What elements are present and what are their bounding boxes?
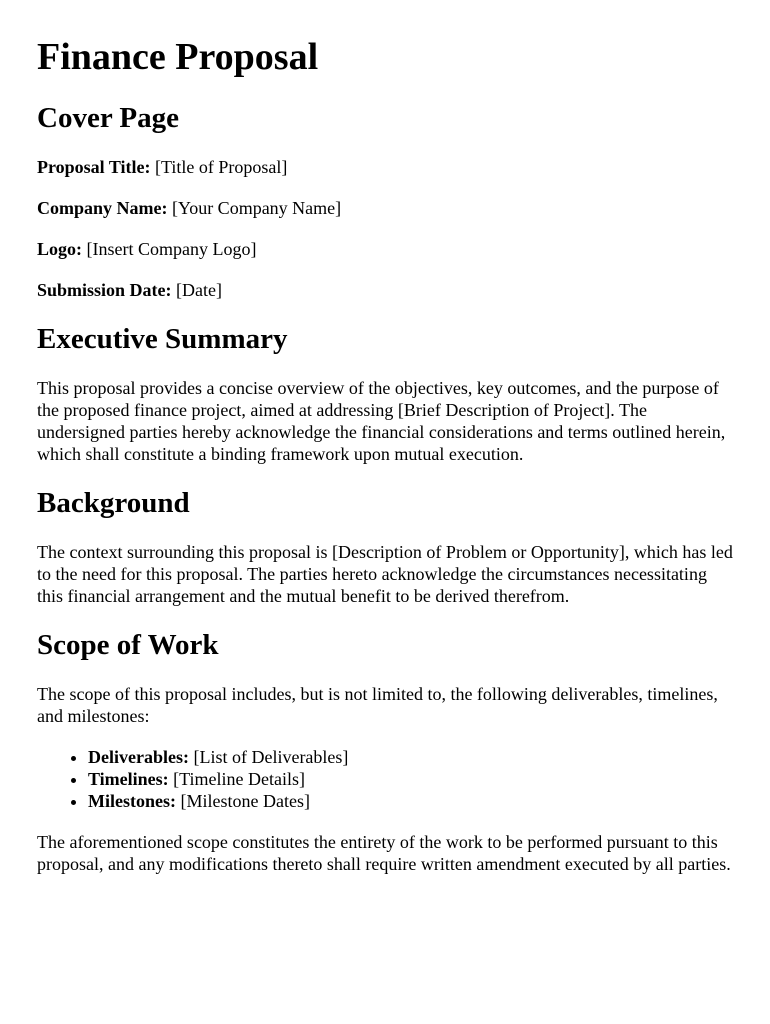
submission-date-label: Submission Date: [37,280,172,300]
scope-of-work-heading: Scope of Work [37,629,219,661]
milestones-value: [Milestone Dates] [180,791,310,811]
milestones-label: Milestones: [88,791,176,811]
background-heading: Background [37,487,190,519]
list-item [88,746,734,768]
submission-date-field [37,279,734,301]
company-name-field [37,197,734,219]
logo-value: [Insert Company Logo] [86,239,257,259]
scope-closing-paragraph: The aforementioned scope constitutes the entirety of the work to be performed pursuant to this proposal, and any modifications thereto shall require written amendment executed by all parties. [37,832,731,874]
scope-intro-paragraph: The scope of this proposal includes, but is not limited to, the following deliverables, timelines, and milestones: [37,684,718,726]
company-name-value: [Your Company Name] [172,198,342,218]
executive-summary-heading: Executive Summary [37,323,288,355]
logo-field [37,238,734,260]
proposal-title-label: Proposal Title: [37,157,151,177]
executive-summary-paragraph: This proposal provides a concise overview of the objectives, key outcomes, and the purpose of the proposed finance project, aimed at addressing [Brief Description of Project]. The undersigned parties hereby acknowledge the financial considerations and terms outlined herein, which shall constitute a binding framework upon mutual execution. [37,378,726,464]
document-title: Finance Proposal [37,36,319,78]
deliverables-value: [List of Deliverables] [193,747,349,767]
proposal-title-field [37,156,734,178]
proposal-title-value: [Title of Proposal] [155,157,288,177]
company-name-label: Company Name: [37,198,168,218]
list-item [88,790,734,812]
timelines-label: Timelines: [88,769,169,789]
timelines-value: [Timeline Details] [173,769,305,789]
scope-items-list [37,746,734,812]
cover-page-heading: Cover Page [37,102,179,134]
logo-label: Logo: [37,239,82,259]
background-paragraph: The context surrounding this proposal is [Description of Problem or Opportunity], which has led to the need for this proposal. The parties hereto acknowledge the circumstances necessitating this financial arrangement and the mutual benefit to be derived therefrom. [37,542,733,606]
submission-date-value: [Date] [176,280,222,300]
list-item [88,768,734,790]
deliverables-label: Deliverables: [88,747,189,767]
